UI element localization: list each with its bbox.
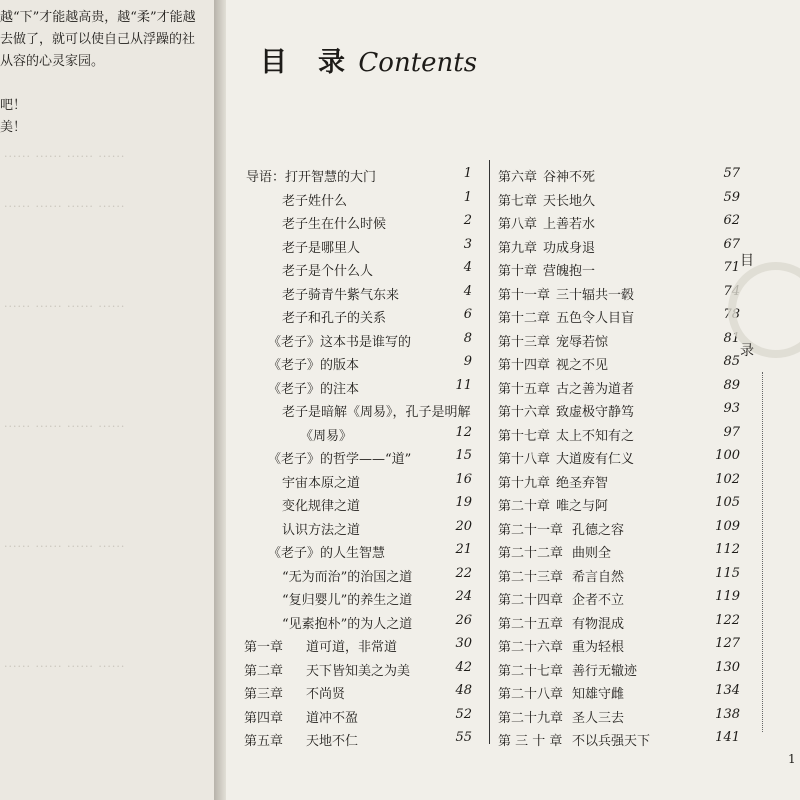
toc-entry-title: 善行无辙迹 [572, 663, 638, 679]
toc-page-number: 115 [715, 565, 740, 581]
toc-entry-title: 不以兵强天下 [572, 734, 651, 749]
toc-page-number: 57 [723, 166, 740, 181]
toc-page-number: 21 [455, 542, 472, 557]
toc-chapter-number: 第二十一章 [498, 522, 564, 538]
show-through-text: ······ ······ ······ ······ [4, 420, 126, 433]
toc-entry-title: 《老子》的版本 [268, 358, 360, 373]
toc-page-number: 130 [715, 659, 740, 675]
toc-entry-title: 老子生在什么时候 [282, 217, 387, 232]
column-divider [489, 160, 490, 744]
toc-page-number: 16 [455, 471, 472, 487]
side-tab-char: 目 [740, 253, 754, 269]
show-through-text: ······ ······ ······ ······ [4, 300, 126, 313]
toc-entry-title: 上善若水 [543, 217, 596, 232]
toc-page-number: 89 [723, 377, 740, 393]
toc-chapter-number: 第十九章 [498, 475, 551, 491]
toc-entry-title: 重为轻根 [572, 640, 625, 655]
toc-chapter-number: 第十五章 [498, 381, 551, 397]
toc-entry-title: 谷神不死 [543, 170, 596, 185]
toc-page-number: 119 [715, 589, 740, 604]
toc-chapter-number: 第 三 十 章 [498, 734, 563, 749]
toc-chapter-number: 第十三章 [498, 334, 551, 350]
toc-entry-title: 三十辐共一毂 [556, 287, 635, 303]
toc-page-number: 2 [463, 213, 472, 228]
show-through-text: ······ ······ ······ ······ [4, 540, 126, 553]
toc-entry-title: 圣人三去 [572, 710, 625, 726]
toc-chapter-number: 第十七章 [498, 428, 551, 444]
toc-entry-title: 致虚极守静笃 [556, 405, 635, 420]
toc-page-number: 74 [723, 283, 740, 299]
toc-page-number: 9 [463, 354, 472, 369]
toc-chapter-number: 第四章 [244, 710, 284, 726]
toc-chapter-number: 第五章 [244, 734, 284, 749]
toc-page-number: 6 [463, 307, 472, 322]
toc-entry-title: 希言自然 [572, 569, 625, 585]
toc-entry-title: 道可道，非常道 [306, 640, 398, 655]
toc-chapter-number: 第二十六章 [498, 640, 564, 655]
left-page-line: 去做了，就可以使自己从浮躁的社 [0, 32, 196, 47]
toc-entry-title: 唯之与阿 [556, 499, 609, 514]
toc-page-number: 81 [723, 330, 740, 346]
toc-entry-title: 《老子》这本书是谁写的 [268, 334, 412, 350]
side-tab-char: 录 [740, 343, 754, 359]
toc-chapter-number: 第六章 [498, 170, 538, 185]
toc-entry-title: 宠辱若惊 [556, 334, 609, 350]
toc-chapter-number: 第二十七章 [498, 663, 564, 679]
toc-page-number: 100 [715, 448, 740, 463]
toc-entry-title: 不尚贤 [306, 687, 346, 702]
toc-chapter-number: 第二十章 [498, 499, 551, 514]
toc-page-number: 141 [715, 730, 740, 745]
toc-entry-title: 五色令人目盲 [556, 311, 635, 326]
left-page-line: 美！ [0, 120, 27, 135]
toc-page-number: 109 [715, 518, 740, 534]
toc-entry-title: 老子是哪里人 [282, 240, 361, 256]
toc-chapter-number: 第十四章 [498, 358, 551, 373]
toc-entry-title: 孔德之容 [572, 522, 625, 538]
toc-page-number: 12 [455, 424, 472, 440]
toc-entry-title: 宇宙本原之道 [282, 475, 361, 491]
toc-page-number: 93 [723, 401, 740, 416]
toc-entry-title: 老子是个什么人 [282, 264, 374, 279]
toc-entry-title: 《老子》的哲学——“道” [268, 452, 412, 467]
toc-chapter-number: 第二十五章 [498, 616, 564, 632]
toc-entry-title: 道冲不盈 [306, 710, 359, 726]
toc-page-number: 97 [723, 424, 740, 440]
toc-page-number: 3 [463, 236, 472, 252]
toc-entry-title: 功成身退 [543, 240, 596, 256]
left-page-line: 越“下”才能越高贵，越“柔”才能越 [0, 10, 196, 25]
toc-page-number: 67 [723, 236, 740, 252]
toc-chapter-number: 第十一章 [498, 287, 551, 303]
toc-chapter-number: 第一章 [244, 640, 284, 655]
side-tab [740, 250, 754, 360]
show-through-text: ······ ······ ······ ······ [4, 660, 126, 673]
toc-entry-title: 导语：打开智慧的大门 [246, 170, 377, 185]
side-dotted-line [762, 372, 764, 732]
right-page [226, 0, 800, 800]
toc-title-cn: 目 录 [260, 47, 347, 78]
toc-chapter-number: 第九章 [498, 240, 538, 256]
toc-entry-title: 知雄守雌 [572, 687, 625, 702]
toc-page-number: 78 [723, 307, 740, 322]
toc-page-number: 62 [723, 213, 740, 228]
toc-entry-title: 变化规律之道 [282, 499, 361, 514]
toc-page-number: 42 [455, 659, 472, 675]
toc-entry-title: 《老子》的人生智慧 [268, 546, 386, 561]
toc-entry-title: 太上不知有之 [556, 428, 635, 444]
toc-page-number: 24 [455, 589, 472, 604]
toc-page-number: 85 [723, 354, 740, 369]
toc-entry-title: 古之善为道者 [556, 381, 635, 397]
page-number: 1 [788, 752, 796, 766]
toc-entry-title: 老子和孔子的关系 [282, 311, 387, 326]
toc-entry-title: 老子骑青牛紫气东来 [282, 287, 400, 303]
left-page [0, 0, 216, 800]
toc-chapter-number: 第二章 [244, 663, 284, 679]
toc-chapter-number: 第三章 [244, 687, 284, 702]
show-through-text: ······ ······ ······ ······ [4, 200, 126, 213]
left-page-line: 吧！ [0, 98, 27, 113]
toc-chapter-number: 第二十二章 [498, 546, 564, 561]
toc-page-number: 138 [715, 706, 740, 722]
toc-page-number: 11 [455, 377, 472, 393]
toc-entry-title: 曲则全 [572, 546, 612, 561]
toc-page-number: 71 [723, 260, 740, 275]
toc-entry-title: 《周易》 [300, 428, 353, 444]
toc-entry-title: “无为而治”的治国之道 [282, 569, 413, 585]
toc-chapter-number: 第十八章 [498, 452, 551, 467]
toc-entry-title: 老子姓什么 [282, 193, 348, 209]
toc-page-number: 59 [723, 189, 740, 205]
toc-chapter-number: 第二十八章 [498, 687, 564, 702]
toc-page-number: 4 [463, 283, 472, 299]
toc-entry-title: “见素抱朴”的为人之道 [282, 616, 413, 632]
toc-page-number: 1 [463, 189, 472, 205]
toc-page-number: 26 [455, 612, 472, 628]
toc-entry-title: 营魄抱一 [543, 264, 596, 279]
left-page-line: 从容的心灵家园。 [0, 54, 105, 69]
toc-title-en: Contents [358, 48, 478, 78]
toc-chapter-number: 第二十三章 [498, 569, 564, 585]
toc-page-number: 1 [463, 166, 472, 181]
toc-entry-title: “复归婴儿”的养生之道 [282, 593, 413, 608]
toc-page-number: 20 [455, 518, 472, 534]
toc-page-number: 19 [455, 495, 472, 510]
toc-page-number: 134 [715, 683, 740, 698]
toc-entry-title: 天长地久 [543, 193, 596, 209]
toc-page-number: 55 [455, 730, 472, 745]
toc-entry-title: 老子是暗解《周易》，孔子是明解 [282, 405, 471, 420]
toc-page-number: 15 [455, 448, 472, 463]
toc-page-number: 4 [463, 260, 472, 275]
toc-page-number: 105 [715, 495, 740, 510]
toc-page-number: 8 [463, 330, 472, 346]
toc-page-number: 52 [455, 706, 472, 722]
toc-chapter-number: 第二十九章 [498, 710, 564, 726]
toc-entry-title: 《老子》的注本 [268, 381, 360, 397]
toc-entry-title: 企者不立 [572, 593, 625, 608]
toc-entry-title: 大道废有仁义 [556, 452, 635, 467]
toc-page-number: 127 [715, 636, 740, 651]
toc-page-number: 48 [455, 683, 472, 698]
toc-page-number: 30 [455, 636, 472, 651]
toc-entry-title: 天下皆知美之为美 [306, 663, 411, 679]
toc-page-number: 122 [715, 612, 740, 628]
toc-entry-title: 有物混成 [572, 616, 625, 632]
show-through-text: ······ ······ ······ ······ [4, 150, 126, 163]
toc-page-number: 22 [455, 565, 472, 581]
toc-title [260, 40, 477, 79]
toc-page-number: 102 [715, 471, 740, 487]
toc-entry-title: 天地不仁 [306, 734, 359, 749]
toc-chapter-number: 第二十四章 [498, 593, 564, 608]
toc-entry-title: 视之不见 [556, 358, 609, 373]
toc-chapter-number: 第七章 [498, 193, 538, 209]
toc-chapter-number: 第八章 [498, 217, 538, 232]
toc-entry-title: 认识方法之道 [282, 522, 361, 538]
toc-chapter-number: 第十二章 [498, 311, 551, 326]
toc-page-number: 112 [715, 542, 740, 557]
toc-chapter-number: 第十六章 [498, 405, 551, 420]
toc-entry-title: 绝圣弃智 [556, 475, 609, 491]
toc-chapter-number: 第十章 [498, 264, 538, 279]
